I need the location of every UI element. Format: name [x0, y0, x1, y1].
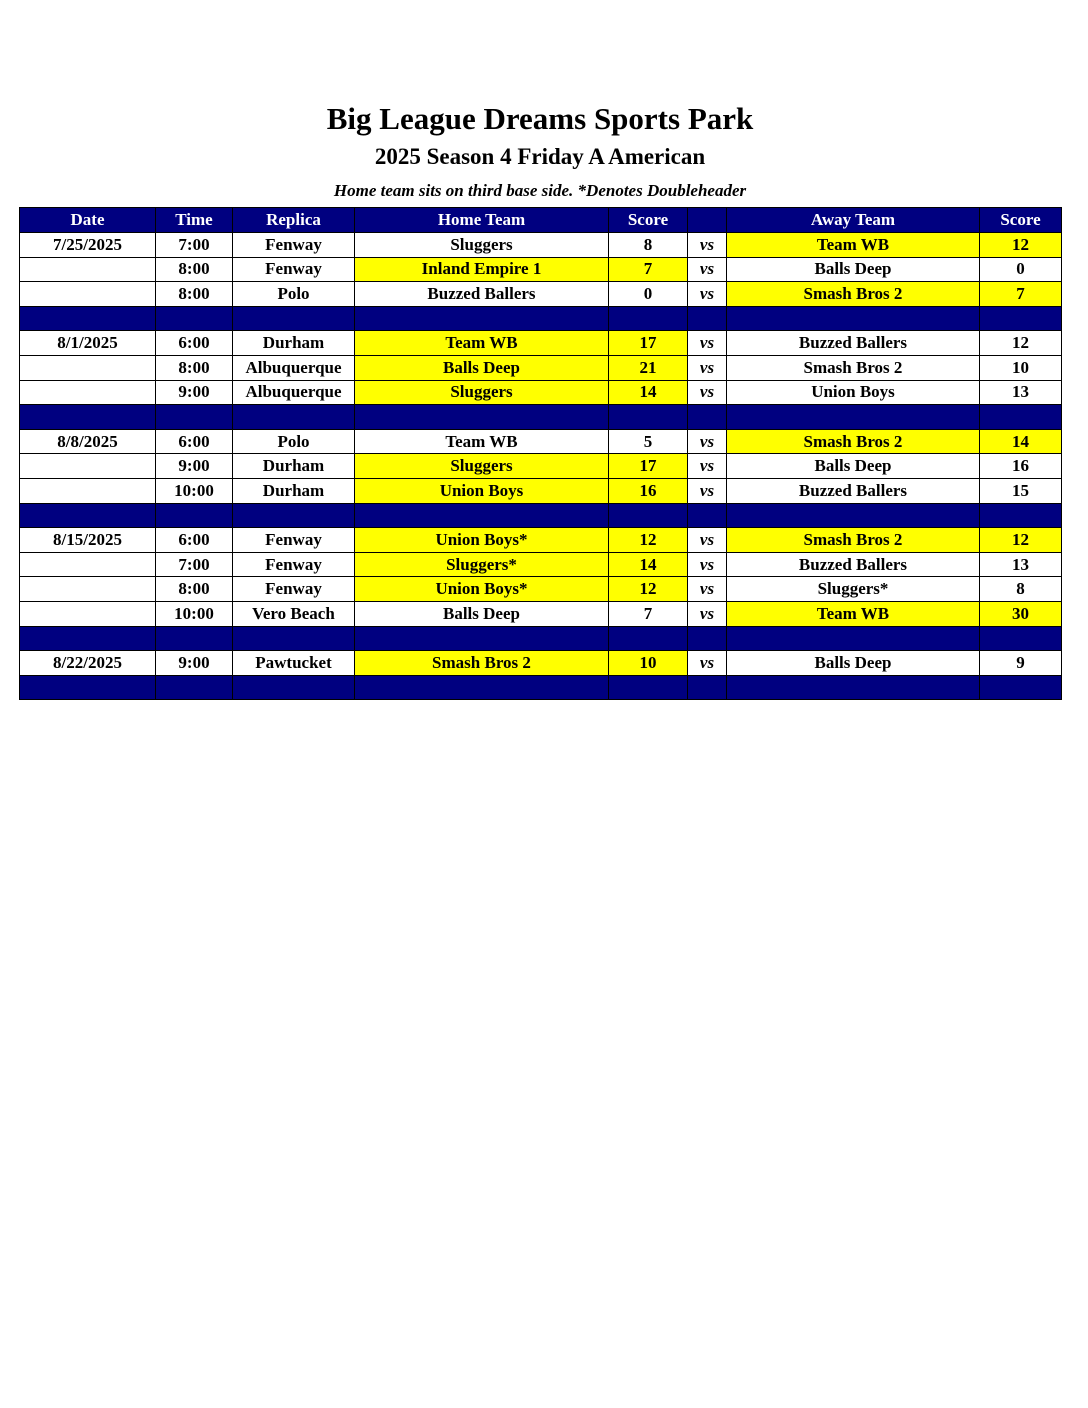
away-team: Buzzed Ballers: [727, 478, 980, 503]
game-time: 9:00: [156, 454, 233, 479]
week-separator-row: [20, 626, 1062, 651]
game-date: [20, 355, 156, 380]
away-score: 10: [980, 355, 1062, 380]
game-date: 8/15/2025: [20, 528, 156, 553]
game-date: [20, 552, 156, 577]
game-date: 8/1/2025: [20, 331, 156, 356]
separator-cell: [688, 503, 727, 528]
home-team: Sluggers: [355, 380, 609, 405]
separator-cell: [355, 626, 609, 651]
separator-cell: [609, 306, 688, 331]
week-separator-row: [20, 675, 1062, 700]
away-team: Team WB: [727, 233, 980, 258]
separator-cell: [609, 405, 688, 430]
schedule-note: Home team sits on third base side. *Denotes Doubleheader: [333, 181, 747, 200]
home-score: 12: [609, 528, 688, 553]
separator-cell: [156, 306, 233, 331]
separator-cell: [233, 675, 355, 700]
away-score: 0: [980, 257, 1062, 282]
home-score: 10: [609, 651, 688, 676]
away-team: Buzzed Ballers: [727, 331, 980, 356]
home-team: Balls Deep: [355, 601, 609, 626]
game-row: [20, 478, 1062, 503]
away-team: Balls Deep: [727, 257, 980, 282]
vs-label: vs: [688, 528, 727, 553]
home-team: Union Boys*: [355, 577, 609, 602]
vs-label: vs: [688, 257, 727, 282]
separator-cell: [233, 503, 355, 528]
separator-cell: [980, 306, 1062, 331]
separator-cell: [727, 675, 980, 700]
page-title: Big League Dreams Sports Park: [326, 101, 754, 136]
home-score: 17: [609, 454, 688, 479]
away-score: 13: [980, 552, 1062, 577]
game-row: [20, 552, 1062, 577]
home-score: 16: [609, 478, 688, 503]
separator-cell: [609, 675, 688, 700]
week-separator-row: [20, 503, 1062, 528]
away-team: Balls Deep: [727, 454, 980, 479]
separator-cell: [233, 306, 355, 331]
away-score: 9: [980, 651, 1062, 676]
game-replica-field: Durham: [233, 454, 355, 479]
away-score: 12: [980, 233, 1062, 258]
schedule-table: [19, 207, 1062, 700]
game-time: 10:00: [156, 601, 233, 626]
game-replica-field: Fenway: [233, 577, 355, 602]
home-score: 0: [609, 282, 688, 307]
home-team: Smash Bros 2: [355, 651, 609, 676]
game-replica-field: Fenway: [233, 233, 355, 258]
vs-label: vs: [688, 601, 727, 626]
game-replica-field: Polo: [233, 429, 355, 454]
home-team: Sluggers: [355, 233, 609, 258]
vs-label: vs: [688, 331, 727, 356]
game-row: [20, 454, 1062, 479]
away-score: 7: [980, 282, 1062, 307]
separator-cell: [355, 405, 609, 430]
game-date: 8/8/2025: [20, 429, 156, 454]
game-row: [20, 380, 1062, 405]
home-team: Team WB: [355, 331, 609, 356]
game-time: 9:00: [156, 380, 233, 405]
home-team: Buzzed Ballers: [355, 282, 609, 307]
vs-label: vs: [688, 577, 727, 602]
away-team: Smash Bros 2: [727, 282, 980, 307]
separator-cell: [727, 503, 980, 528]
away-score: 30: [980, 601, 1062, 626]
game-date: [20, 380, 156, 405]
away-team: Sluggers*: [727, 577, 980, 602]
week-separator-row: [20, 405, 1062, 430]
header-home-team: Home Team: [355, 208, 609, 233]
separator-cell: [156, 675, 233, 700]
vs-label: vs: [688, 282, 727, 307]
game-row: [20, 282, 1062, 307]
away-team: Team WB: [727, 601, 980, 626]
game-date: [20, 282, 156, 307]
separator-cell: [727, 306, 980, 331]
game-replica-field: Durham: [233, 478, 355, 503]
separator-cell: [980, 503, 1062, 528]
separator-cell: [20, 626, 156, 651]
header-date: Date: [20, 208, 156, 233]
game-row: [20, 651, 1062, 676]
separator-cell: [20, 306, 156, 331]
game-time: 6:00: [156, 528, 233, 553]
separator-cell: [20, 675, 156, 700]
separator-cell: [355, 306, 609, 331]
game-replica-field: Pawtucket: [233, 651, 355, 676]
game-row: [20, 233, 1062, 258]
separator-cell: [688, 626, 727, 651]
game-time: 6:00: [156, 429, 233, 454]
vs-label: vs: [688, 429, 727, 454]
game-replica-field: Albuquerque: [233, 380, 355, 405]
game-time: 6:00: [156, 331, 233, 356]
home-team: Balls Deep: [355, 355, 609, 380]
away-score: 8: [980, 577, 1062, 602]
game-replica-field: Polo: [233, 282, 355, 307]
game-date: [20, 577, 156, 602]
game-replica-field: Vero Beach: [233, 601, 355, 626]
game-row: [20, 528, 1062, 553]
home-score: 21: [609, 355, 688, 380]
game-row: [20, 355, 1062, 380]
header-replica: Replica: [233, 208, 355, 233]
separator-cell: [727, 405, 980, 430]
vs-label: vs: [688, 552, 727, 577]
game-row: [20, 429, 1062, 454]
game-replica-field: Fenway: [233, 257, 355, 282]
separator-cell: [688, 675, 727, 700]
separator-cell: [156, 503, 233, 528]
home-team: Union Boys*: [355, 528, 609, 553]
home-score: 14: [609, 552, 688, 577]
home-team: Union Boys: [355, 478, 609, 503]
separator-cell: [355, 675, 609, 700]
game-time: 8:00: [156, 282, 233, 307]
game-date: [20, 601, 156, 626]
separator-cell: [609, 503, 688, 528]
away-team: Smash Bros 2: [727, 429, 980, 454]
home-score: 7: [609, 601, 688, 626]
away-score: 15: [980, 478, 1062, 503]
separator-cell: [980, 405, 1062, 430]
separator-cell: [233, 405, 355, 430]
away-score: 14: [980, 429, 1062, 454]
game-row: [20, 331, 1062, 356]
game-time: 7:00: [156, 233, 233, 258]
separator-cell: [980, 626, 1062, 651]
game-date: [20, 257, 156, 282]
home-score: 14: [609, 380, 688, 405]
vs-label: vs: [688, 651, 727, 676]
page-subtitle: 2025 Season 4 Friday A American: [374, 144, 706, 169]
game-date: 8/22/2025: [20, 651, 156, 676]
home-score: 17: [609, 331, 688, 356]
separator-cell: [20, 503, 156, 528]
header-time: Time: [156, 208, 233, 233]
game-time: 8:00: [156, 577, 233, 602]
header-away-score: Score: [980, 208, 1062, 233]
separator-cell: [355, 503, 609, 528]
game-replica-field: Fenway: [233, 528, 355, 553]
vs-label: vs: [688, 380, 727, 405]
separator-cell: [233, 626, 355, 651]
away-score: 16: [980, 454, 1062, 479]
week-separator-row: [20, 306, 1062, 331]
game-time: 9:00: [156, 651, 233, 676]
home-team: Sluggers: [355, 454, 609, 479]
home-team: Team WB: [355, 429, 609, 454]
home-score: 5: [609, 429, 688, 454]
separator-cell: [688, 405, 727, 430]
game-time: 8:00: [156, 257, 233, 282]
away-score: 12: [980, 331, 1062, 356]
away-team: Smash Bros 2: [727, 528, 980, 553]
home-score: 7: [609, 257, 688, 282]
game-date: [20, 454, 156, 479]
separator-cell: [20, 405, 156, 430]
away-score: 13: [980, 380, 1062, 405]
header-away-team: Away Team: [727, 208, 980, 233]
vs-label: vs: [688, 233, 727, 258]
separator-cell: [727, 626, 980, 651]
vs-label: vs: [688, 454, 727, 479]
vs-label: vs: [688, 355, 727, 380]
game-time: 10:00: [156, 478, 233, 503]
home-score: 12: [609, 577, 688, 602]
home-team: Sluggers*: [355, 552, 609, 577]
game-row: [20, 577, 1062, 602]
game-replica-field: Durham: [233, 331, 355, 356]
separator-cell: [609, 626, 688, 651]
game-row: [20, 601, 1062, 626]
header-row: [20, 208, 1062, 233]
away-team: Union Boys: [727, 380, 980, 405]
header-vs: [688, 208, 727, 233]
game-date: 7/25/2025: [20, 233, 156, 258]
away-team: Smash Bros 2: [727, 355, 980, 380]
away-score: 12: [980, 528, 1062, 553]
game-time: 7:00: [156, 552, 233, 577]
separator-cell: [688, 306, 727, 331]
away-team: Balls Deep: [727, 651, 980, 676]
home-team: Inland Empire 1: [355, 257, 609, 282]
separator-cell: [156, 405, 233, 430]
separator-cell: [156, 626, 233, 651]
vs-label: vs: [688, 478, 727, 503]
schedule-body: [20, 233, 1062, 700]
separator-cell: [980, 675, 1062, 700]
game-date: [20, 478, 156, 503]
home-score: 8: [609, 233, 688, 258]
game-time: 8:00: [156, 355, 233, 380]
away-team: Buzzed Ballers: [727, 552, 980, 577]
game-replica-field: Fenway: [233, 552, 355, 577]
header-home-score: Score: [609, 208, 688, 233]
game-replica-field: Albuquerque: [233, 355, 355, 380]
game-row: [20, 257, 1062, 282]
